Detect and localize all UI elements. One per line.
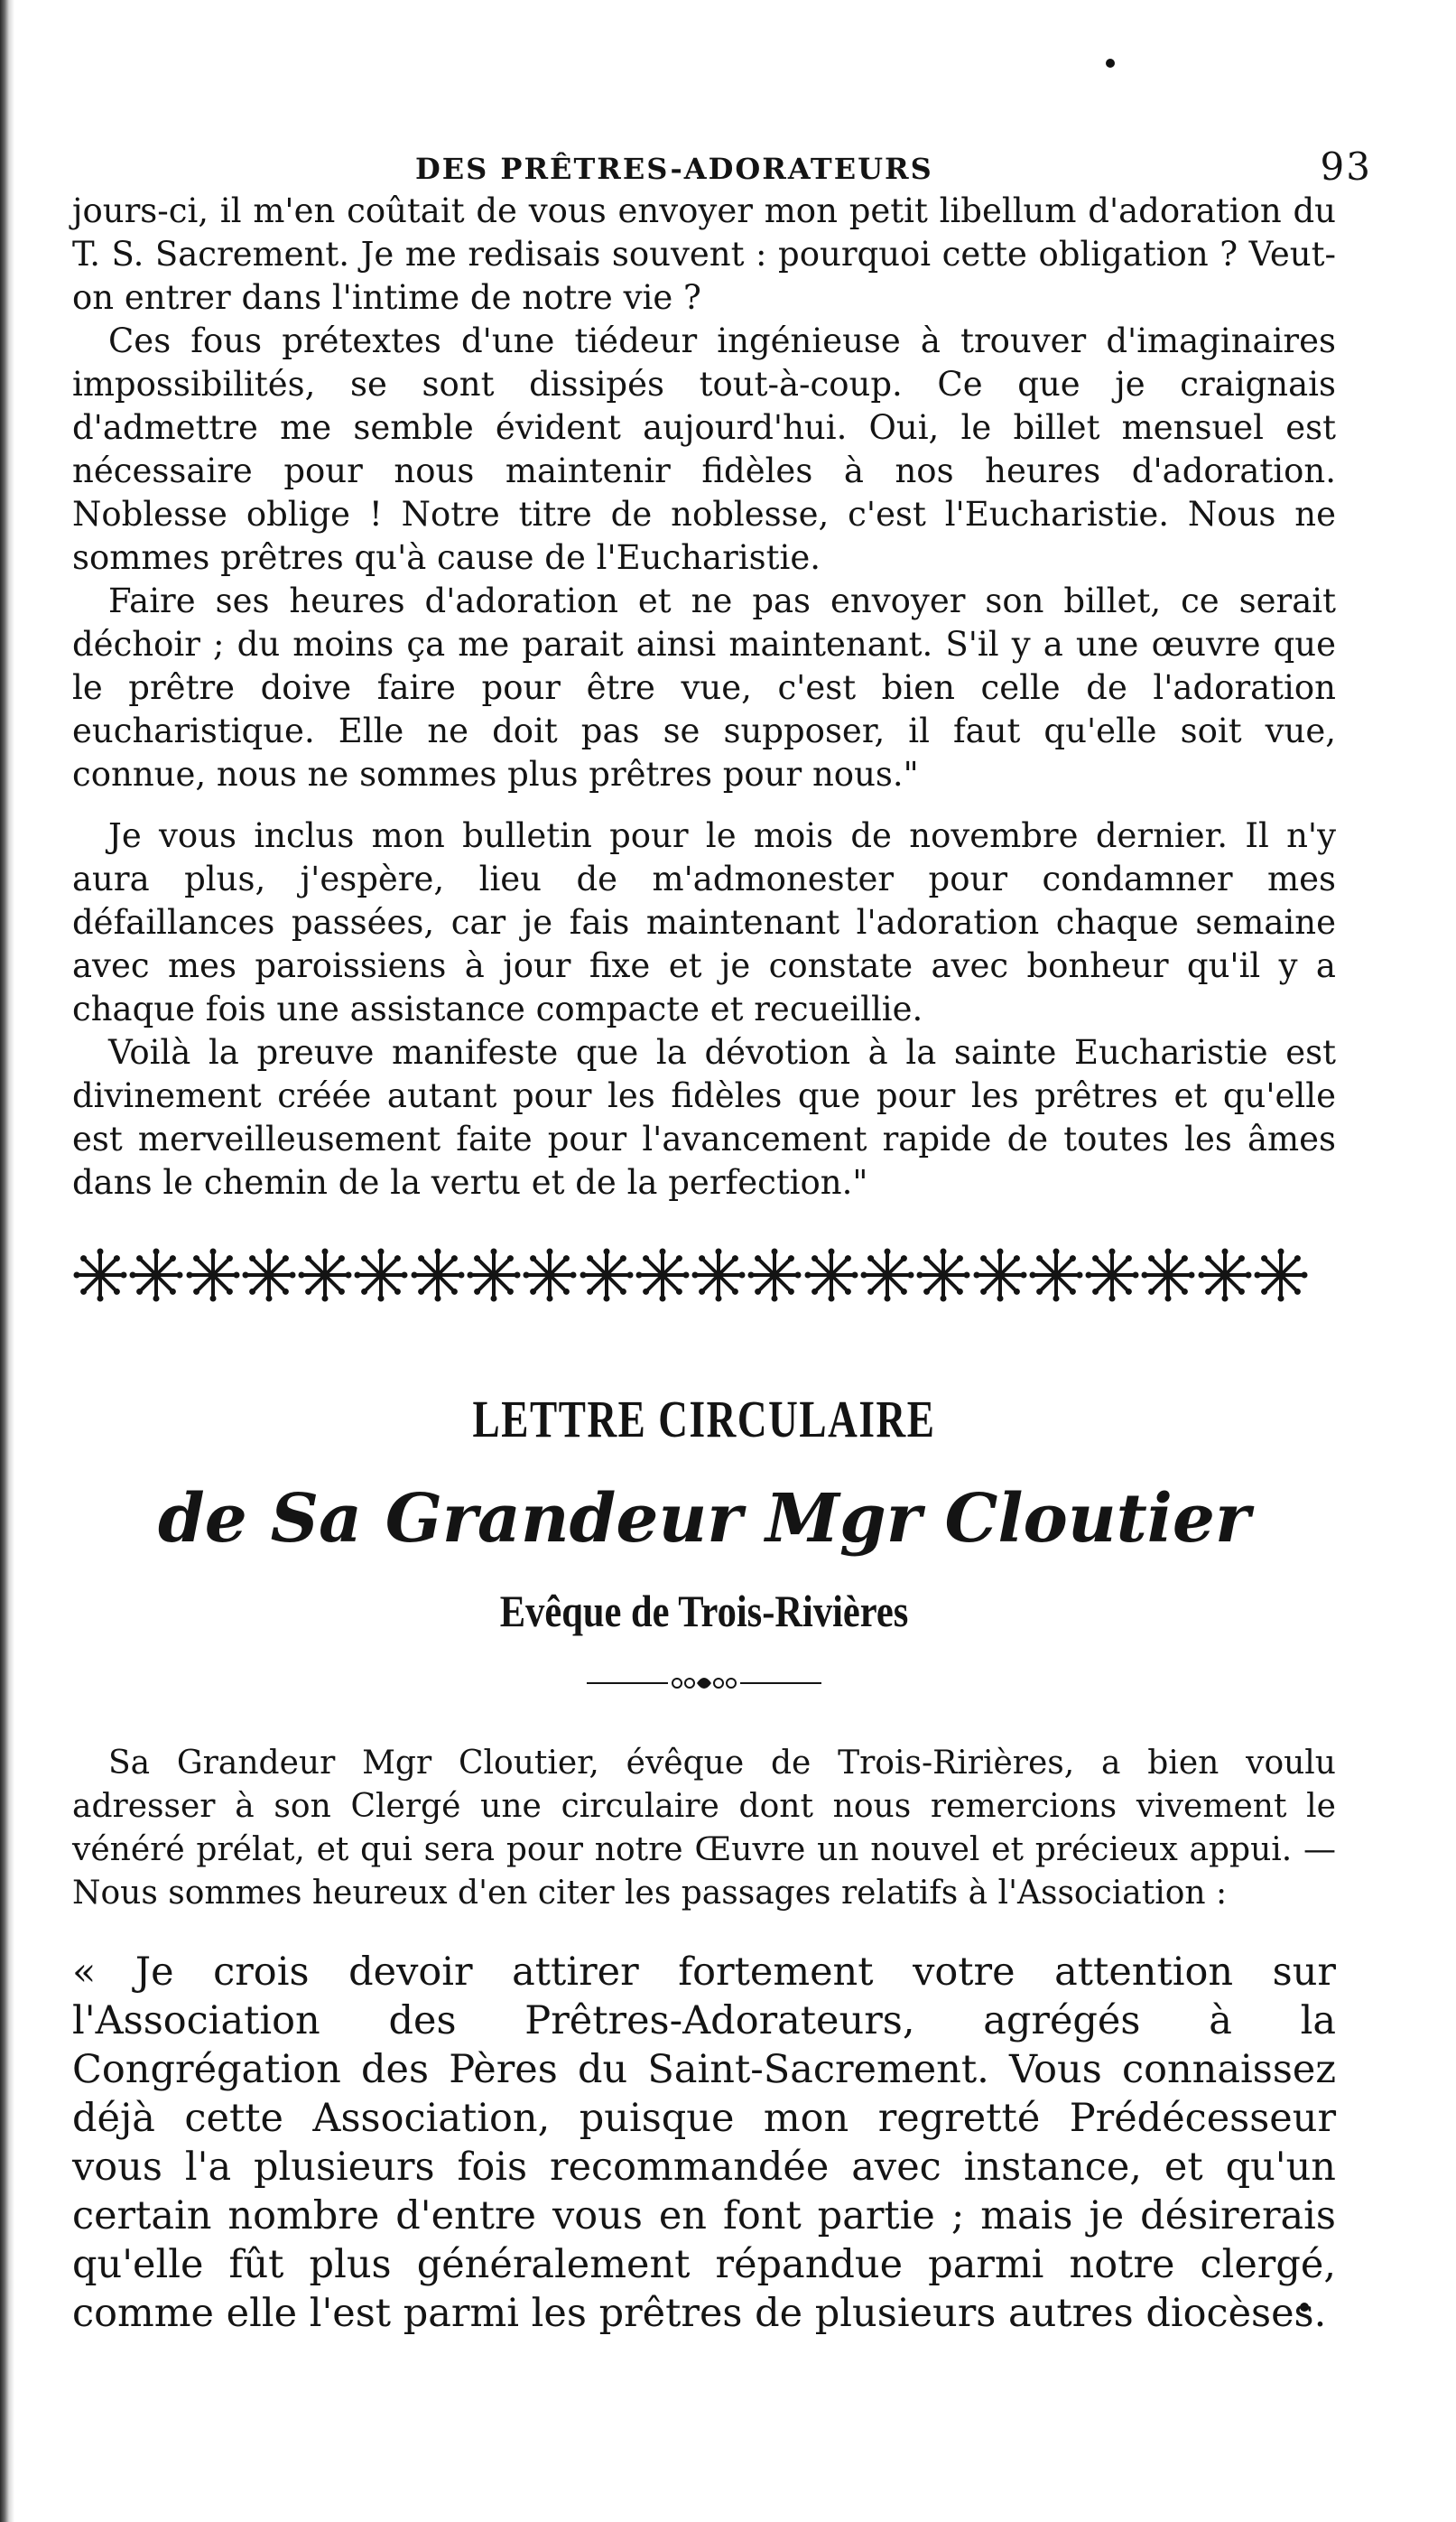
paragraph-5: Voilà la preuve manifeste que la dévotion à la sainte Eucharistie est divinement créée autant pour les fidèles que pour les prêtres et qu'elle est merveilleusement faite pour l'avancement rapide de toutes les âmes dans le chemin de la vertu et de la perfection." <box>72 1033 1336 1202</box>
page-binding-edge <box>0 0 14 2522</box>
letter-quote: « Je crois devoir attirer fortement votre attention sur l'Association des Prêtres-Adorateurs, agrégés à la Congrégation des Pères du Saint-Sacrement. Vous connaissez déjà cette Association, puisque mon regretté Prédécesseur vous l'a plusieurs fois recommandée avec instance, et qu'un certain nombre d'entre vous en font partie ; mais je désirerais qu'elle fût plus généralement répandue parmi notre clergé, comme elle l'est parmi les prêtres de plusieurs autres diocèses. <box>72 1950 1336 2336</box>
asterisk-flower-icon <box>635 1248 691 1302</box>
paragraph-2: Ces fous prétextes d'une tiédeur ingénieuse à trouver d'imaginaires impossibilités, se sont dissipés tout-à-coup. Ce que je craignais d'admettre me semble évident aujourd'hui. Oui, le billet mensuel est nécessaire pour nous maintenir fidèles à nos heures d'adoration. Noblesse oblige ! Notre titre de noblesse, c'est l'Eucharistie. Nous ne sommes prêtres qu'à cause de l'Eucharistie. <box>72 321 1336 577</box>
running-header <box>72 135 1372 190</box>
paragraph-1: jours-ci, il m'en coûtait de vous envoyer mon petit libellum d'adoration du T. S. Sacrement. Je me redisais souvent : pourquoi cette obligation ? Veut-on entrer dans l'intime de notre vie ? <box>72 191 1336 317</box>
asterisk-flower-icon <box>859 1248 915 1302</box>
asterisk-flower-icon <box>128 1248 184 1302</box>
asterisk-flower-icon <box>466 1248 522 1302</box>
asterisk-flower-icon <box>579 1248 635 1302</box>
asterisk-flower-icon <box>297 1248 353 1302</box>
letter-intro: Sa Grandeur Mgr Cloutier, évêque de Trois-Ririères, a bien voulu adresser à son Clergé une circulaire dont nous remercions vivement le vénéré prélat, et qui sera pour notre Œuvre un nouvel et précieux appui. — Nous sommes heureux d'en citer les passages relatifs à l'Association : <box>72 1745 1336 1912</box>
letter-title: LETTRE CIRCULAIRE <box>472 1390 936 1448</box>
asterisk-flower-icon <box>915 1248 971 1302</box>
asterisk-flower-icon <box>1197 1248 1253 1302</box>
asterisk-flower-icon <box>803 1248 859 1302</box>
paragraph-3: Faire ses heures d'adoration et ne pas envoyer son billet, ce serait déchoir ; du moins ça me parait ainsi maintenant. S'il y a une œuvre que le prêtre doive faire pour être vue, c'est bien celle de l'adoration eucharistique. Elle ne doit pas se supposer, il faut qu'elle soit vue, connue, nous ne sommes plus prêtres pour nous." <box>72 582 1336 794</box>
asterisk-flower-icon <box>1028 1248 1084 1302</box>
asterisk-flower-icon <box>353 1248 409 1302</box>
letter-subtitle-bishop: Evêque de Trois-Rivières <box>499 1586 909 1636</box>
asterisk-flower-icon <box>1253 1248 1309 1302</box>
book-page <box>72 135 1372 2377</box>
running-title: DES PRÊTRES-ADORATEURS <box>415 152 933 186</box>
asterisk-flower-icon <box>972 1248 1028 1302</box>
page-number: 93 <box>1320 144 1372 189</box>
flourish-divider-icon <box>587 1670 821 1697</box>
letter-subtitle: de Sa Grandeur Mgr Cloutier <box>158 1480 1250 1558</box>
ornament-divider <box>72 1248 1309 1302</box>
asterisk-flower-icon <box>185 1248 241 1302</box>
asterisk-flower-icon <box>1084 1248 1140 1302</box>
asterisk-flower-icon <box>1140 1248 1196 1302</box>
asterisk-flower-icon <box>691 1248 747 1302</box>
asterisk-flower-icon <box>72 1248 128 1302</box>
asterisk-flower-icon <box>747 1248 802 1302</box>
speck <box>1106 59 1115 68</box>
asterisk-flower-icon <box>241 1248 297 1302</box>
paragraph-4: Je vous inclus mon bulletin pour le mois de novembre dernier. Il n'y aura plus, j'espère, lieu de m'admonester pour condamner mes défaillances passées, car je fais maintenant l'adoration chaque semaine avec mes paroissiens à jour fixe et je constate avec bonheur qu'il y a chaque fois une assistance compacte et recueillie. <box>72 816 1336 1028</box>
asterisk-flower-icon <box>522 1248 578 1302</box>
asterisk-flower-icon <box>410 1248 466 1302</box>
